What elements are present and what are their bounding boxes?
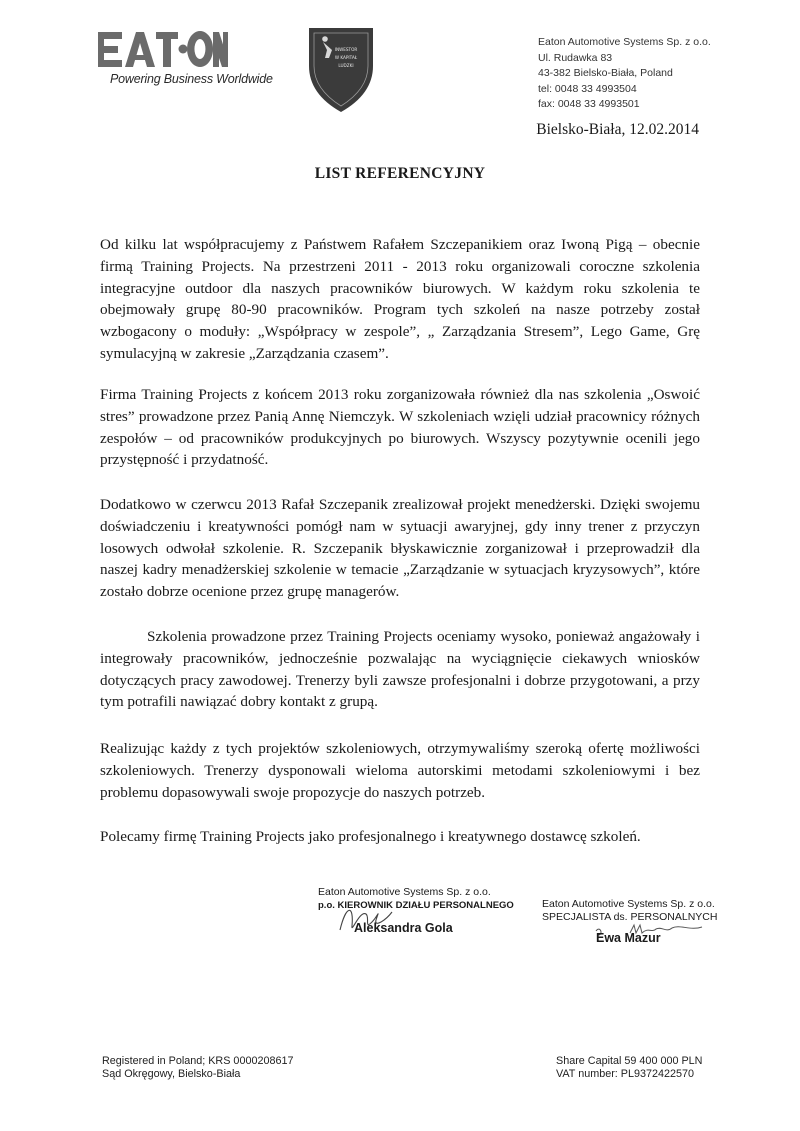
footer-vat-number: VAT number: PL9372422570 bbox=[556, 1068, 695, 1081]
company-name: Eaton Automotive Systems Sp. z o.o. bbox=[538, 36, 711, 48]
signature-left-name: Aleksandra Gola bbox=[354, 921, 453, 935]
paragraph-3: Dodatkowo w czerwcu 2013 Rafał Szczepanik zrealizował projekt menedżerski. Dzięki swojemu doświadczeniu i kreatywności pomógł nam w sytuacji awaryjnej, gdy inny trener z przyczyn losowych odwołał szkolenie. R. Szczepanik błyskawicznie zorganizował i przeprowadził dla naszej kadry menadżerskiej szkolenie w temacie „Zarządzanie w sytuacjach kryzysowych”, które zostało dobrze ocenione przez grupę managerów. bbox=[100, 496, 700, 601]
investor-badge-icon bbox=[306, 24, 376, 114]
company-street: Ul. Rudawka 83 bbox=[538, 51, 613, 64]
letter-title: LIST REFERENCYJNY bbox=[314, 165, 486, 182]
svg-text:W KAPITAŁ: W KAPITAŁ bbox=[334, 55, 358, 60]
svg-text:LUDZKI: LUDZKI bbox=[338, 63, 354, 68]
company-fax: fax: 0048 33 4993501 bbox=[538, 98, 640, 111]
eaton-logo bbox=[98, 30, 228, 70]
footer-registration-line-2: Sąd Okręgowy, Bielsko-Biała bbox=[102, 1068, 241, 1081]
signature-right-company: Eaton Automotive Systems Sp. z o.o. bbox=[542, 898, 715, 910]
signature-left-role: p.o. KIEROWNIK DZIAŁU PERSONALNEGO bbox=[318, 900, 514, 911]
signature-block-left bbox=[318, 886, 514, 935]
signature-right-role: SPECJALISTA ds. PERSONALNYCH bbox=[542, 911, 718, 924]
footer-registration-line-1: Registered in Poland; KRS 0000208617 bbox=[102, 1055, 294, 1067]
paragraph-2: Firma Training Projects z końcem 2013 roku zorganizowała również dla nas szkolenia „Oswoić stres” prowadzone przez Panią Annę Niemczyk. W szkoleniach wzięli udział pracownicy różnych zespołów – od pracowników produkcyjnych po biurowych. Wszyscy pozytywnie ocenili jego przystępność i przydatność. bbox=[100, 386, 700, 469]
paragraph-1: Od kilku lat współpracujemy z Państwem Rafałem Szczepanikiem oraz Iwoną Pigą – obecnie firmą Training Projects. Na przestrzeni 2011 - 2013 roku organizowali coroczne szkolenia integracyjne outdoor dla naszych pracowników biurowych. W każdym roku szkolenia te obejmowały grupę 80-90 pracowników. Program tych szkoleń na nasze potrzeby został wzbogacony o moduły: „Współpracy w zespole”, „ Zarządzania Stresem”, Lego Game, Grę symulacyjną w zakresie „Zarządzania czasem”. bbox=[100, 236, 700, 362]
paragraph-5: Realizując każdy z tych projektów szkoleniowych, otrzymywaliśmy szeroką ofertę możliwości szkoleniowych. Trenerzy dysponowali wieloma autorskimi metodami szkoleniowymi i bez problemu dopasowywali swoje propozycje do naszych potrzeb. bbox=[100, 740, 700, 801]
footer-registration bbox=[102, 1055, 293, 1081]
signature-block-right bbox=[542, 898, 717, 946]
footer-capital bbox=[556, 1055, 702, 1081]
company-tagline: Powering Business Worldwide bbox=[110, 72, 273, 86]
signature-left-company: Eaton Automotive Systems Sp. z o.o. bbox=[318, 886, 491, 898]
company-address-block bbox=[538, 35, 711, 113]
paragraph-4: Szkolenia prowadzone przez Training Projects oceniamy wysoko, ponieważ angażowały i integrowały pracowników, jednocześnie pozwalając na wyciągnięcie ciekawych wniosków dotyczących pracy zawodowej. Trenerzy byli zawsze profesjonalni i dobrze przygotowani, a przy tym potrafili nawiązać dobry kontakt z grupą. bbox=[100, 628, 700, 711]
svg-text:INWESTOR: INWESTOR bbox=[334, 47, 358, 52]
place-and-date: Bielsko-Biała, 12.02.2014 bbox=[536, 121, 699, 138]
paragraph-6: Polecamy firmę Training Projects jako profesjonalnego i kreatywnego dostawcę szkoleń. bbox=[100, 828, 641, 845]
company-phone: tel: 0048 33 4993504 bbox=[538, 82, 637, 95]
footer-share-capital: Share Capital 59 400 000 PLN bbox=[556, 1055, 703, 1067]
company-city: 43-382 Bielsko-Biała, Poland bbox=[538, 67, 673, 80]
signature-right-name: Ewa Mazur bbox=[596, 931, 661, 946]
